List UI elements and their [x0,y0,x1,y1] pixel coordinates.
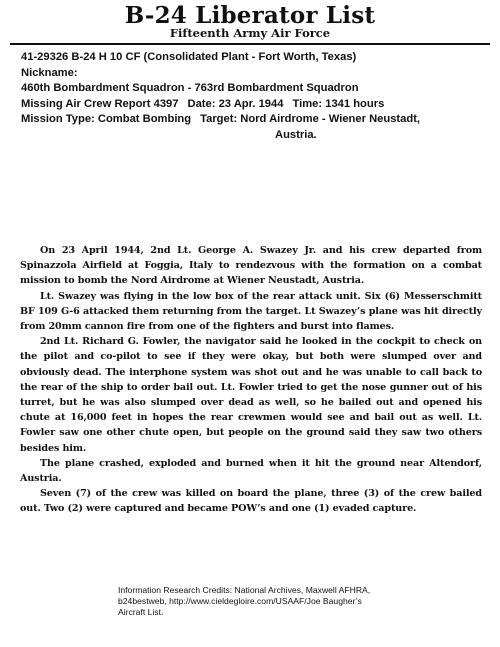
mission-time: Time: 1341 hours [292,97,385,110]
paragraph: 2nd Lt. Richard G. Fowler, the navigator said he looked in the cockpit to check on the pilot and co-pilot to see if they were okay, but both were slumped over and obviously dead. The interphone system was shot out and he was unable to call back to the rear of the ship to order bail out. Lt. Fowler tried to get the nose gunner out of his turret, but he was also slumped over dead as well, so he bailed out and opened his chute at 16,000 feet in hopes the rear crewmen would see and bail out as well. Lt. Fowler saw one other chute open, but people on the ground said they saw two others besides him. [20,336,482,454]
squadron-line: 460th Bombardment Squadron - 763rd Bombardment Squadron [21,82,359,94]
credits-line: Information Research Credits: National Archives, Maxwell AFHRA, [118,585,371,595]
page-header [0,0,500,40]
macr-line [21,97,500,113]
narrative-text [20,243,482,517]
paragraph: The plane crashed, exploded and burned when it hit the ground near Altendorf, Austria. [20,457,482,485]
mission-type: Mission Type: Combat Bombing [21,113,192,125]
mission-target: Target: Nord Airdrome - Wiener Neustadt, [200,113,421,125]
aircraft-info [0,45,500,143]
nickname-line: Nickname: [21,66,78,79]
mission-date: Date: 23 Apr. 1944 [187,97,284,110]
page-title: B-24 Liberator List [124,2,376,29]
serial-line: 41-29326 B-24 H 10 CF (Consolidated Plant - Fort Worth, Texas) [21,51,357,63]
paragraph: Lt. Swazey was flying in the low box of the rear attack unit. Six (6) Messerschmitt BF 109 G-6 attacked them returning from the target. Lt Swazey’s plane was hit directly from 20mm cannon fire from one of the fighters and burst into flames. [20,290,482,333]
page-subtitle: Fifteenth Army Air Force [169,26,331,40]
macr-report: Missing Air Crew Report 4397 [21,97,179,110]
credits-line: b24bestweb, http://www.cieldegloire.com/USAAF/Joe Baugher’s [118,596,362,606]
mission-line [21,112,500,128]
paragraph: On 23 April 1944, 2nd Lt. George A. Swazey Jr. and his crew departed from Spinazzola Airfield at Foggia, Italy to rendezvous with the formation on a combat mission to bomb the Nord Airdrome at Wiener Neustadt, Austria. [20,245,482,287]
credits-line: Aircraft List. [118,607,164,617]
paragraph: Seven (7) of the crew was killed on board the plane, three (3) of the crew bailed out. Two (2) were captured and became POW’s and one (1) evaded capture. [20,488,482,515]
target-continued: Austria. [275,128,317,141]
research-credits [118,585,418,618]
